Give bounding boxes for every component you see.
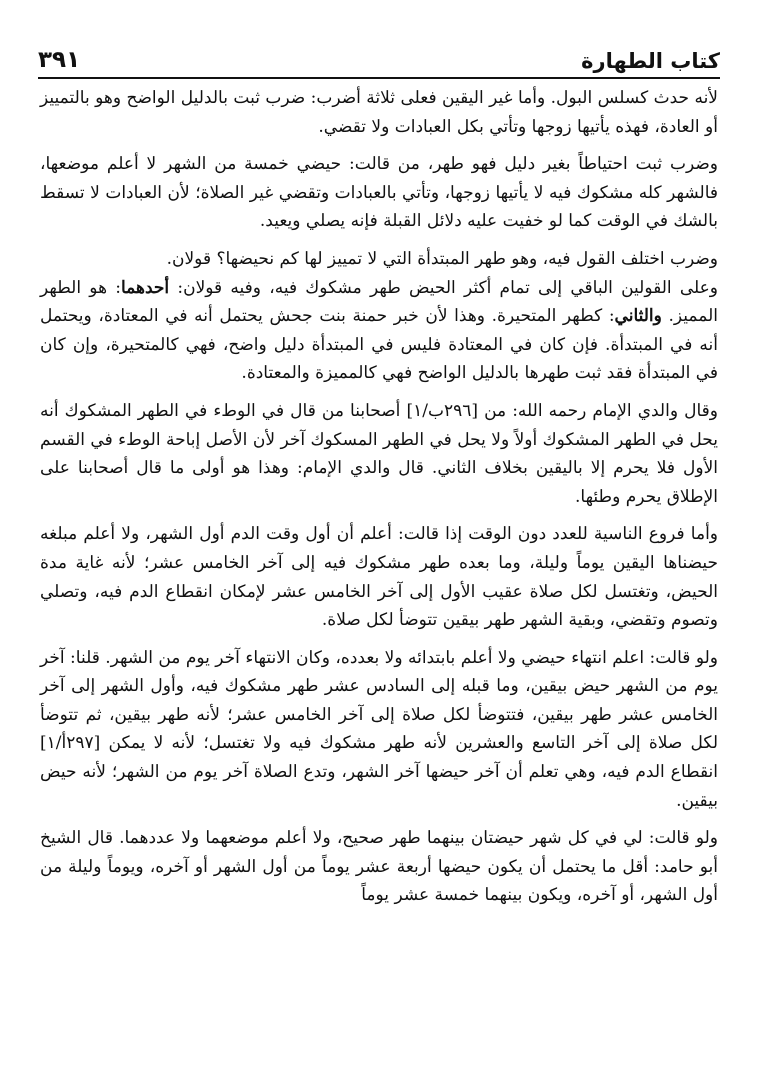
page-body xyxy=(40,84,718,910)
paragraph-text: وعلى القولين الباقي إلى تمام أكثر الحيض طهر مشكوك فيه، وفيه قولان: xyxy=(169,277,718,298)
paragraph: ولو قالت: لي في كل شهر حيضتان بينهما طهر صحيح، ولا أعلم موضعهما ولا عددهما. قال الشيخ أبو حامد: أقل ما يحتمل أن يكون حيضها أربعة عشر يوماً من أول الشهر أو آخره، ويوماً وليلة من أول الشهر، أو آخره، ويكون بينهما خمسة عشر يوماً xyxy=(40,828,718,906)
paragraph: وأما فروع الناسية للعدد دون الوقت إذا قالت: أعلم أن أول وقت الدم أول الشهر، ولا أعلم مبلغه حيضناها اليقين يوماً وليلة، وما بعده طهر مشكوك فيه إلى آخر الخامس عشر؛ لأنه غاية مدة الحيض، وتغتسل لكل صلاة عقيب الأول إلى آخر الخامس عشر لإمكان انقطاع الدم فيه، وتصلي وتصوم وتقضي، وبقية الشهر طهر بيقين تتوضأ لكل صلاة. xyxy=(40,524,718,631)
paragraph-text: : هو الطهر المميز. xyxy=(40,277,718,327)
paragraph: وقال والدي الإمام رحمه الله: من [٢٩٦ب/١] أصحابنا من قال في الوطء في الطهر المشكوك أنه يحل في الطهر المشكوك أولاً ولا يحل في الطهر المسكوك آخر لأن الأصل إباحة الوطء في القسم الأول فلا يحرم إلا باليقين بخلاف الثاني. قال والدي الإمام: وهذا هو أولى ما قال أصحابنا على الإطلاق يحرم وطئها. xyxy=(40,400,718,507)
paragraph: وضرب اختلف القول فيه، وهو طهر المبتدأة التي لا تمييز لها كم نحيضها؟ قولان. xyxy=(166,248,718,269)
paragraph xyxy=(40,274,718,388)
paragraph: وضرب ثبت احتياطاً بغير دليل فهو طهر، من قالت: حيضي خمسة من الشهر لا أعلم موضعها، فالشهر كله مشكوك فيه لا يأتيها زوجها، وتأتي بالعبادات وتقضي غير الصلاة؛ لأن العبادات لا تسقط بالشك في الوقت كما لو خفيت عليه دلائل القبلة فإنه يصلي ويعيد. xyxy=(40,154,718,232)
first-opinion-term: أحدهما xyxy=(121,277,170,298)
paragraph-text: : كطهر المتحيرة. وهذا لأن خبر حمنة بنت جحش يحتمل أنه في المعتادة، ويحتمل أنه في المبتدأة. فإن كان في المعتادة فليس في المبتدأة دليل واضح، فهي كالمتحيرة، وإن كان في المبتدأة فقد ثبت طهرها بالدليل الواضح فهي كالمميزة والمعتادة. xyxy=(40,306,718,384)
header-divider xyxy=(38,77,720,79)
page-header xyxy=(38,30,720,78)
chapter-title: كتاب الطهارة xyxy=(581,49,720,73)
second-opinion-term: والثاني xyxy=(614,306,662,327)
page-number: ٣٩١ xyxy=(38,47,81,73)
paragraph: ولو قالت: اعلم انتهاء حيضي ولا أعلم بابتدائه ولا بعدده، وكان الانتهاء آخر يوم من الشهر. قلنا: آخر يوم من الشهر حيض بيقين، وما قبله إلى السادس عشر طهر مشكوك فيه، وأول الشهر إلى آخر الخامس عشر طهر بيقين، فتتوضأ لكل صلاة إلى آخر الخامس عشر؛ لأنه طهر بيقين، ثم تتوضأ لكل صلاة إلى آخر التاسع والعشرين لأنه طهر مشكوك فيه ولا تغتسل؛ لأنه لا يمكن [٢٩٧أ/١] انقطاع الدم فيه، وهي تعلم أن آخر حيضها آخر الشهر، وتدع الصلاة آخر يوم من الشهر؛ لأنه حيض بيقين. xyxy=(40,647,719,811)
paragraph: لأنه حدث كسلس البول. وأما غير اليقين فعلى ثلاثة أضرب: ضرب ثبت بالدليل الواضح وهو بالتمييز أو العادة، فهذه يأتيها زوجها وتأتي بكل العبادات ولا تقضي. xyxy=(40,88,718,137)
